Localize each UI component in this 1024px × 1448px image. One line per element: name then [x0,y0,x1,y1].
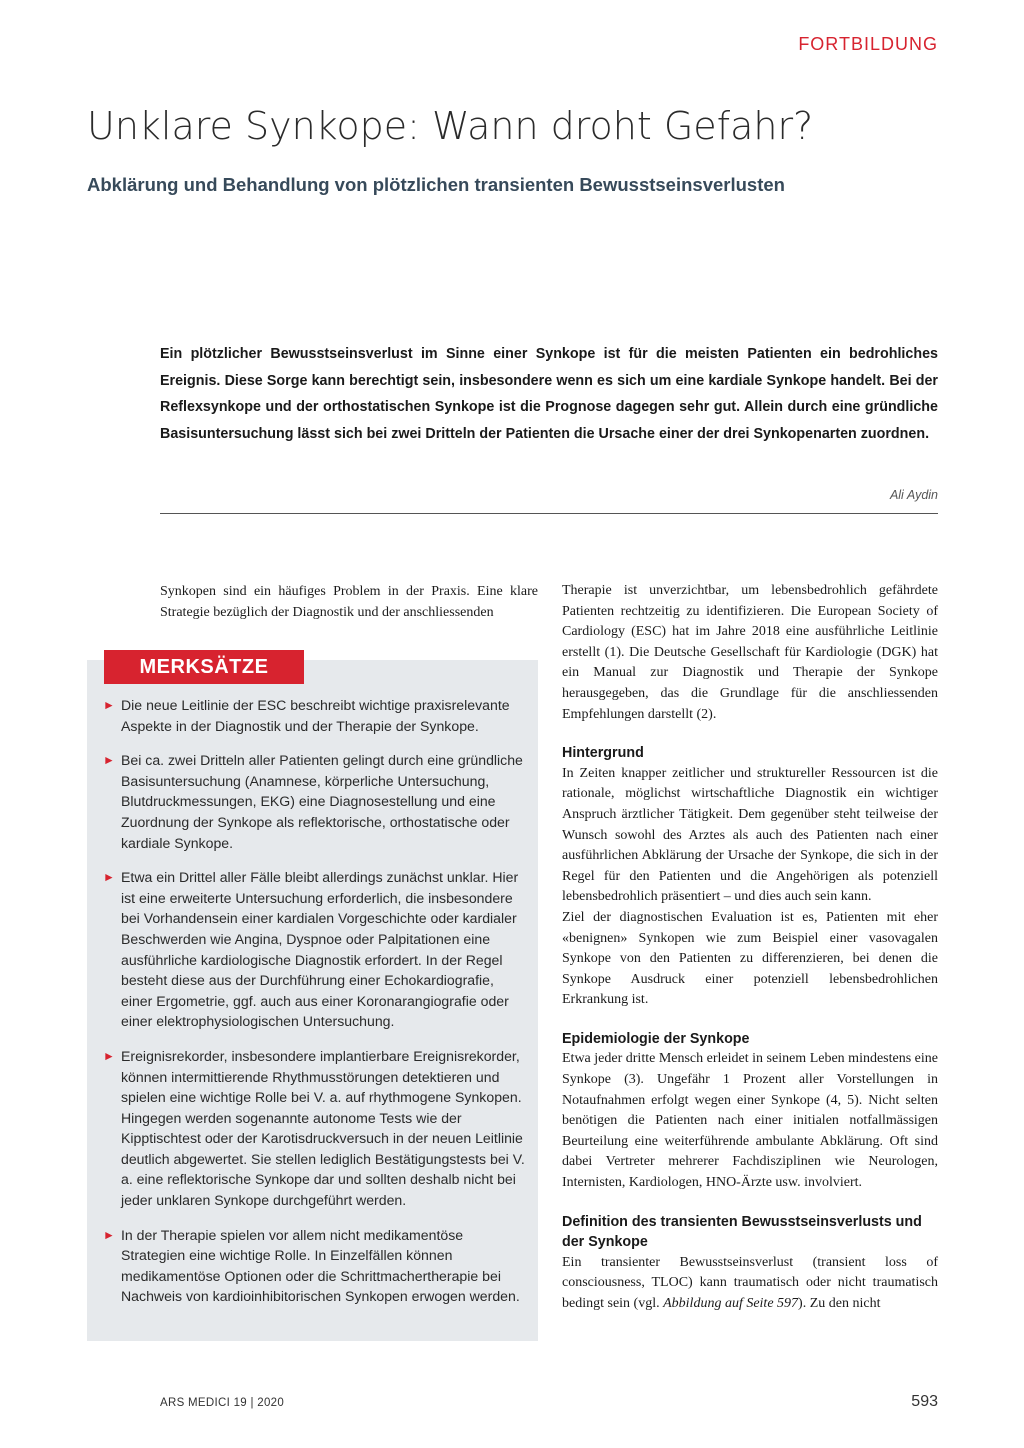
author-name: Ali Aydin [889,488,938,502]
bullet-arrow-icon: ► [103,1227,115,1242]
merksatz-text: Bei ca. zwei Dritteln aller Patienten gelingt durch eine gründliche Basisuntersuchung (Anamnese, körperliche Untersuchung, Blutdruckmessungen, EKG) eine Diagnosestellung und eine Zuordnung der Synkope als reflektorische, orthostatische oder kardiale Synkope. [121,752,523,851]
merksaetze-list [101,695,527,1321]
body-paragraph: Ziel der diagnostischen Evaluation ist es, Patienten mit eher «benignen» Synkopen wie zum Beispiel einer vasovagalen Synkope von den Patienten zu differenzieren, bei denen die Synkope Ausdruck einer potenziell lebensbedrohlichen Erkrankung ist. [562,909,938,1008]
body-paragraph: In Zeiten knapper zeitlicher und struktureller Ressourcen ist die rationale, möglichst wirtschaftliche Diagnostik ein wichtiger Anspruch ärztlicher Tätigkeit. Dem gegenüber steht teilweise der Wunsch sowohl des Arztes als auch des Patienten nach einer ausführlichen Abklärung der Ursache der Synkope, die sich in der Regel für den Patienten und die Angehörigen als potenziell lebensbedrohlich präsentiert – und dies auch sein kann. [562,765,938,905]
article-subtitle: Abklärung und Behandlung von plötzlichen transienten Bewusstseinsverlusten [87,174,785,195]
merksatz-item [101,750,527,853]
section-heading-hintergrund: Hintergrund [562,745,644,762]
merksatz-text: Ereignisrekorder, insbesondere implantierbare Ereignisrekorder, können intermittierende Rhythmusstörungen detektieren und spielen eine wichtige Rolle bei V. a. auf rhythmogene Synkopen. Hingegen werden sogenannte autonome Tests wie der Kipptischtest oder der Karotisdruckversuch in der neuen Leitlinie deutlich abgewertet. Sie stellen lediglich Bestätigungstests bei V. a. eine reflektorische Synkope dar und sollten deshalb nicht bei jeder unklaren Synkope durchgeführt werden. [121,1047,525,1209]
merksatz-text: Etwa ein Drittel aller Fälle bleibt allerdings zunächst unklar. Hier ist eine erweiterte Untersuchung erforderlich, die insbesondere bei Vorhandensein einer kardialen Vorgeschichte oder kardialer Beschwerden wie Angina, Dyspnoe oder Palpitationen eine ausführliche kardiologische Diagnostik erfordert. In der Regel besteht diese aus der Durchführung einer Echokardiografie, einer Ergometrie, ggf. auch aus einer Koronarangiografie oder einer elektrophysiologischen Untersuchung. [121,869,519,1030]
section-label: FORTBILDUNG [798,34,938,54]
merksatz-item [101,1225,527,1307]
right-column [562,581,938,1315]
article-title: Unklare Synkope: Wann droht Gefahr? [87,104,814,148]
body-paragraph [562,1253,938,1315]
body-paragraph: Therapie ist unverzichtbar, um lebensbedrohlich gefährdete Patienten rechtzeitig zu identifizieren. Die European Society of Cardiology (ESC) hat im Jahre 2018 eine ausführliche Leitlinie erstellt (1). Die Deutsche Gesellschaft für Kardiologie (DGK) hat ein Manual zur Diagnostik und Therapie der Synkope herausgegeben, das die Grundlage für die anschliessenden Empfehlungen darstellt (2). [562,583,938,722]
merksatz-text: In der Therapie spielen vor allem nicht medikamentöse Strategien eine wichtige Rolle. In Einzelfällen können medikamentöse Optionen oder die Schrittmachertherapie bei Nachweis von kardioinhibitorischen Synkopen erwogen werden. [121,1226,520,1305]
body-text: Ein transienter Bewusstseinsverlust (transient loss of consciousness, TLOC) kann traumatisch oder nicht traumatisch bedingt sein (vgl. [562,1254,938,1311]
bullet-arrow-icon: ► [103,870,115,885]
body-text: ). Zu den nicht [798,1296,881,1311]
section-heading-definition: Definition des transienten Bewusstseinsverlusts und der Synkope [562,1213,922,1251]
merksaetze-heading: MERKSÄTZE [104,650,304,684]
merksatz-text: Die neue Leitlinie der ESC beschreibt wichtige praxisrelevante Aspekte in der Diagnostik und der Therapie der Synkope. [121,697,510,734]
merksatz-item [101,1046,527,1211]
section-heading-epidemiologie: Epidemiologie der Synkope [562,1030,750,1047]
body-paragraph: Etwa jeder dritte Mensch erleidet in seinem Leben mindestens eine Synkope (3). Ungefähr 1 Prozent aller Vorstellungen in Notaufnahmen erfolgt wegen einer Synkope (4, 5). Nicht selten benötigen die Patienten nach einer initialen notfallmässigen Beurteilung eine weiterführende ambulante Abklärung. Oft sind dabei Vertreter mehrerer Fachdisziplinen wie Neurologen, Internisten, Kardiologen, HNO-Ärzte usw. involviert. [562,1051,938,1191]
figure-reference: Abbildung auf Seite 597 [663,1296,799,1311]
bullet-arrow-icon: ► [103,698,115,712]
bullet-arrow-icon: ► [103,753,115,768]
bullet-arrow-icon: ► [103,1048,115,1063]
journal-footer: ARS MEDICI 19 | 2020 [160,1397,285,1409]
lead-paragraph: Ein plötzlicher Bewusstseinsverlust im Sinne einer Synkope ist für die meisten Patienten ein bedrohliches Ereignis. Diese Sorge kann berechtigt sein, insbesondere wenn es sich um eine kardiale Synkope handelt. Bei der Reflexsynkope und der orthostatischen Synkope ist die Prognose dagegen sehr gut. Allein durch eine gründliche Basisuntersuchung lässt sich bei zwei Dritteln der Patienten die Ursache einer der drei Synkopenarten zuordnen. [160,346,938,442]
page-number: 593 [911,1393,938,1410]
merksatz-item [101,695,527,736]
intro-paragraph: Synkopen sind ein häufiges Problem in der Praxis. Eine klare Strategie bezüglich der Diagnostik und der anschliessenden [160,584,538,620]
divider [160,513,938,514]
merksatz-item [101,867,527,1032]
